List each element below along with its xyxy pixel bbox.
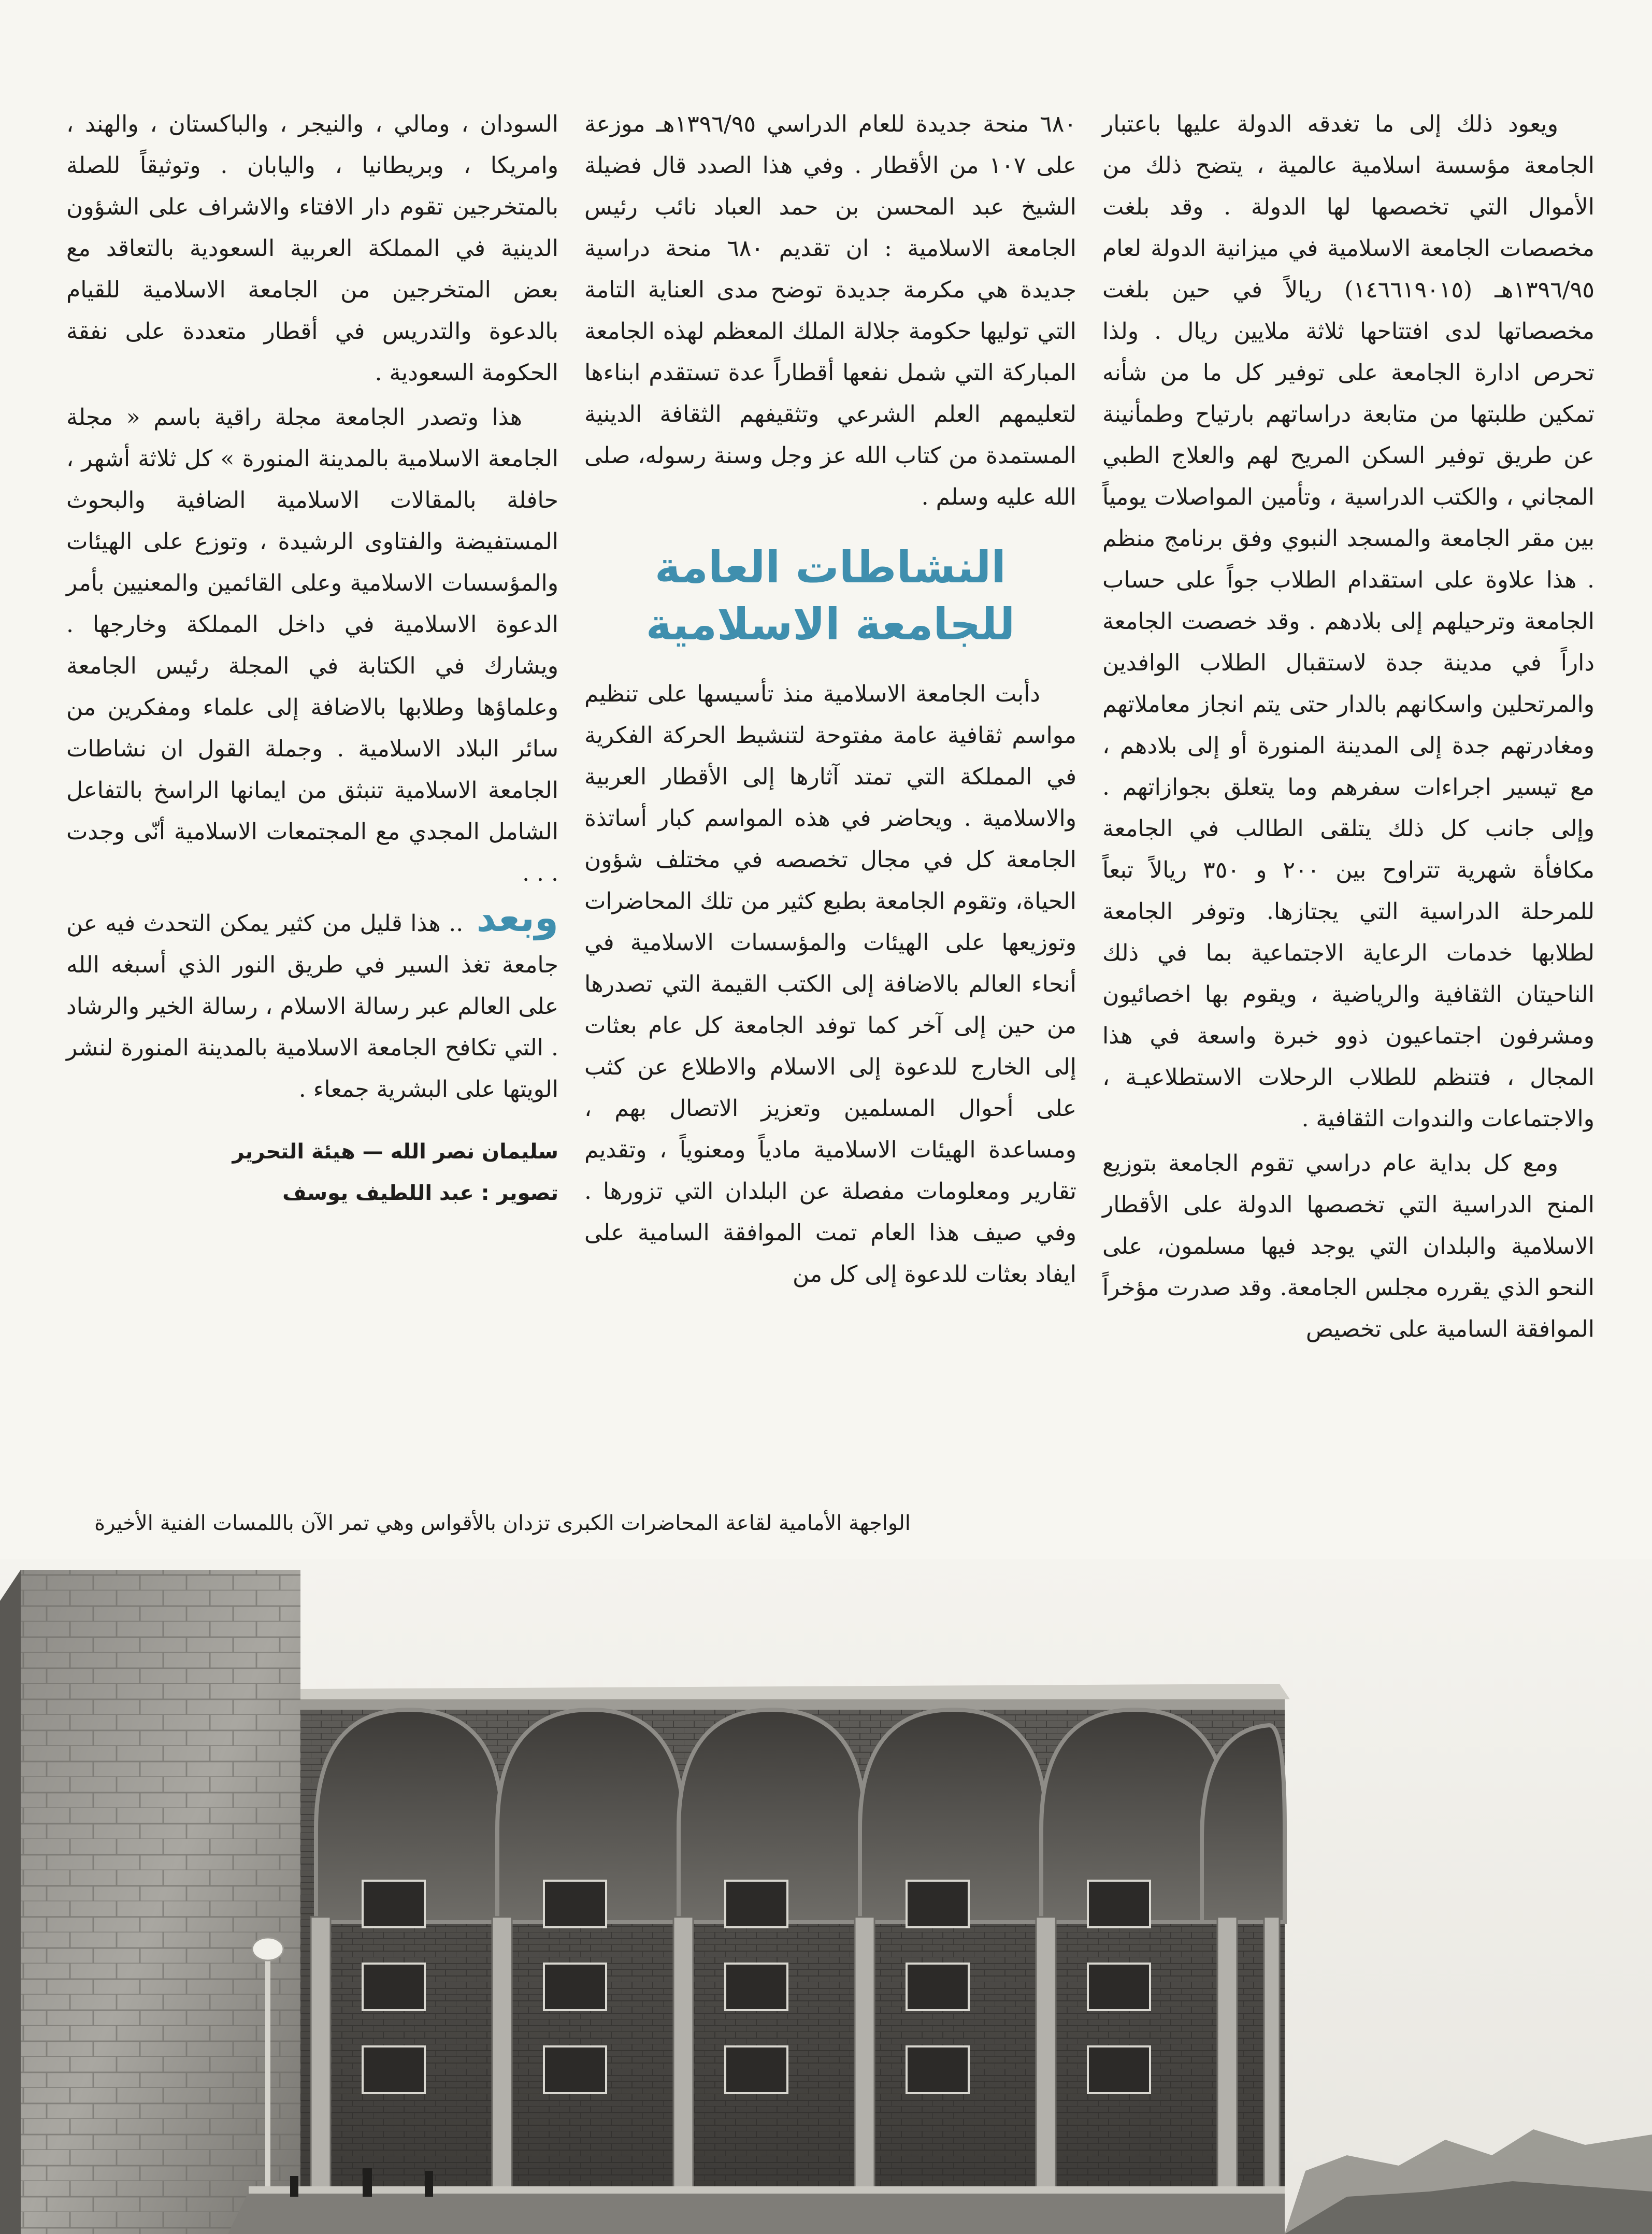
credits <box>66 1131 558 1214</box>
article-column-left <box>66 104 558 1214</box>
article-paragraph: ومع كل بداية عام دراسي تقوم الجامعة بتوزيع المنح الدراسية التي تخصصها الدولة على الأقطار الاسلامية والبلدان التي يوجد فيها مسلمون، على النحو الذي يقرره مجلس الجامعة. وقد صدرت مؤخراً الموافقة السامية على تخصيص <box>1102 1150 1595 1342</box>
article-column-right <box>1102 104 1594 1353</box>
article-paragraph: دأبت الجامعة الاسلامية منذ تأسيسها على تنظيم مواسم ثقافية عامة مفتوحة لتنشيط الحركة الفكرية في المملكة التي تمتد آثارها إلى الأقطار العربية والاسلامية . ويحاضر في هذه المواسم كبار أساتذة الجامعة كل في مجال تخصصه في مختلف شؤون الحياة، وتقوم الجامعة بطبع كثير من تلك المحاضرات وتوزيعها على الهيئات والمؤسسات الاسلامية في أنحاء العالم بالاضافة إلى الكتب القيمة التي تصدرها من حين إلى آخر كما توفد الجامعة كل عام بعثات إلى الخارج للدعوة إلى الاسلام والاطلاع عن كثب على أحوال المسلمين وتعزيز الاتصال بهم ، ومساعدة الهيئات الاسلامية مادياً ومعنوياً ، وتقديم تقارير ومعلومات مفصلة عن البلدان التي تزورها . وفي صيف هذا العام تمت الموافقة السامية على ايفاد بعثات للدعوة إلى كل من <box>584 681 1076 1287</box>
lecture-hall-building-photo <box>0 1559 1652 2234</box>
article-paragraph: هذا وتصدر الجامعة مجلة راقية باسم « مجلة الجامعة الاسلامية بالمدينة المنورة » كل ثلاثة أشهر ، حافلة بالمقالات الاسلامية الضافية والبحوث المستفيضة والفتاوى الرشيدة ، وتوزع على الهيئات والمؤسسات الاسلامية وعلى القائمين والمعنيين بأمر الدعوة الاسلامية في داخل المملكة وخارجها . ويشارك في الكتابة في المجلة رئيس الجامعة وعلماؤها وطلابها بالاضافة إلى علماء ومفكرين من سائر البلاد الاسلامية . وجملة القول ان نشاطات الجامعة الاسلامية تنبثق من ايمانها الراسخ بالتفاعل الشامل المجدي مع المجتمعات الاسلامية أنّى وجدت . . . <box>66 404 558 886</box>
closing-text: .. هذا قليل من كثير يمكن التحدث فيه عن جامعة تغذ السير في طريق النور الذي أسبغه الله على العالم عبر رسالة الاسلام ، رسالة الخير والرشاد . التي تكافح الجامعة الاسلامية بالمدينة المنورة لنشر الويتها على البشرية جمعاء . <box>66 910 558 1102</box>
article-paragraph: ٦٨٠ منحة جديدة للعام الدراسي ١٣٩٦/٩٥هـ موزعة على ١٠٧ من الأقطار . وفي هذا الصدد قال فضيلة الشيخ عبد المحسن بن حمد العباد نائب رئيس الجامعة الاسلامية : ان تقديم ٦٨٠ منحة دراسية جديدة هي مكرمة جديدة توضح مدى العناية التامة التي توليها حكومة جلالة الملك المعظم لهذه الجامعة المباركة التي شمل نفعها أقطاراً عدة تستقدم ابناءها لتعليمهم العلم الشرعي وتثقيفهم الثقافة الدينية المستمدة من كتاب الله عز وجل وسنة رسوله، صلى الله عليه وسلم . <box>584 111 1077 510</box>
photo-caption: الواجهة الأمامية لقاعة المحاضرات الكبرى تزدان بالأقواس وهي تمر الآن باللمسات الفنية الأخيرة <box>94 1511 911 1535</box>
photo-credit: تصوير : عبد اللطيف يوسف <box>282 1181 558 1205</box>
closing-paragraph <box>66 897 558 1110</box>
article-column-middle <box>584 104 1076 1298</box>
author-credit: سليمان نصر الله — هيئة التحرير <box>232 1140 558 1164</box>
article-paragraph: ويعود ذلك إلى ما تغدقه الدولة عليها باعتبار الجامعة مؤسسة اسلامية عالمية ، يتضح ذلك من الأموال التي تخصصها لها الدولة . وقد بلغت مخصصات الجامعة الاسلامية في ميزانية الدولة لعام ١٣٩٦/٩٥هـ (١٤٦٦١٩٠١٥) ريالاً في حين بلغت مخصصاتها لدى افتتاحها ثلاثة ملايين ريال . ولذا تحرص ادارة الجامعة على توفير كل ما من شأنه تمكين طلبتها من متابعة دراساتهم بارتياح وطمأنينة عن طريق توفير السكن المريح لهم والعلاج الطبي المجاني ، والكتب الدراسية ، وتأمين المواصلات يومياً بين مقر الجامعة والمسجد النبوي وفق برنامج منظم . هذا علاوة على استقدام الطلاب جواً على حساب الجامعة وترحيلهم إلى بلادهم . وقد خصصت الجامعة داراً في مدينة جدة لاستقبال الطلاب الوافدين والمرتحلين واسكانهم بالدار حتى يتم انجاز معاملاتهم ومغادرتهم جدة إلى المدينة المنورة أو إلى بلادهم ، مع تيسير اجراءات سفرهم وما يتعلق بجوازاتهم . وإلى جانب كل ذلك يتلقى الطالب في الجامعة مكافأة شهرية تتراوح بين ٢٠٠ و ٣٥٠ ريالاً تبعاً للمرحلة الدراسية التي يجتازها. وتوفر الجامعة لطلابها خدمات الرعاية الاجتماعية بما في ذلك الناحيتان الثقافية والرياضية ، ويقوم بها اخصائيون ومشرفون اجتماعيون ذوو خبرة واسعة في هذا المجال ، فتنظم للطلاب الرحلات الاستطلاعيـة ، والاجتماعات والندوات الثقافية . <box>1102 111 1594 1132</box>
closing-lead-word: وبعد <box>476 896 558 940</box>
building-photo <box>0 1559 1652 2234</box>
section-heading: النشاطات العامة للجامعة الاسلامية <box>645 542 1015 650</box>
article-paragraph: السودان ، ومالي ، والنيجر ، والباكستان ، والهند ، وامريكا ، وبريطانيا ، واليابان . وتوثيقاً للصلة بالمتخرجين تقوم دار الافتاء والاشراف على الشؤون الدينية في المملكة العربية السعودية بالتعاقد مع بعض المتخرجين من الجامعة الاسلامية للقيام بالدعوة والتدريس في أقطار متعددة على نفقة الحكومة السعودية . <box>66 111 558 386</box>
